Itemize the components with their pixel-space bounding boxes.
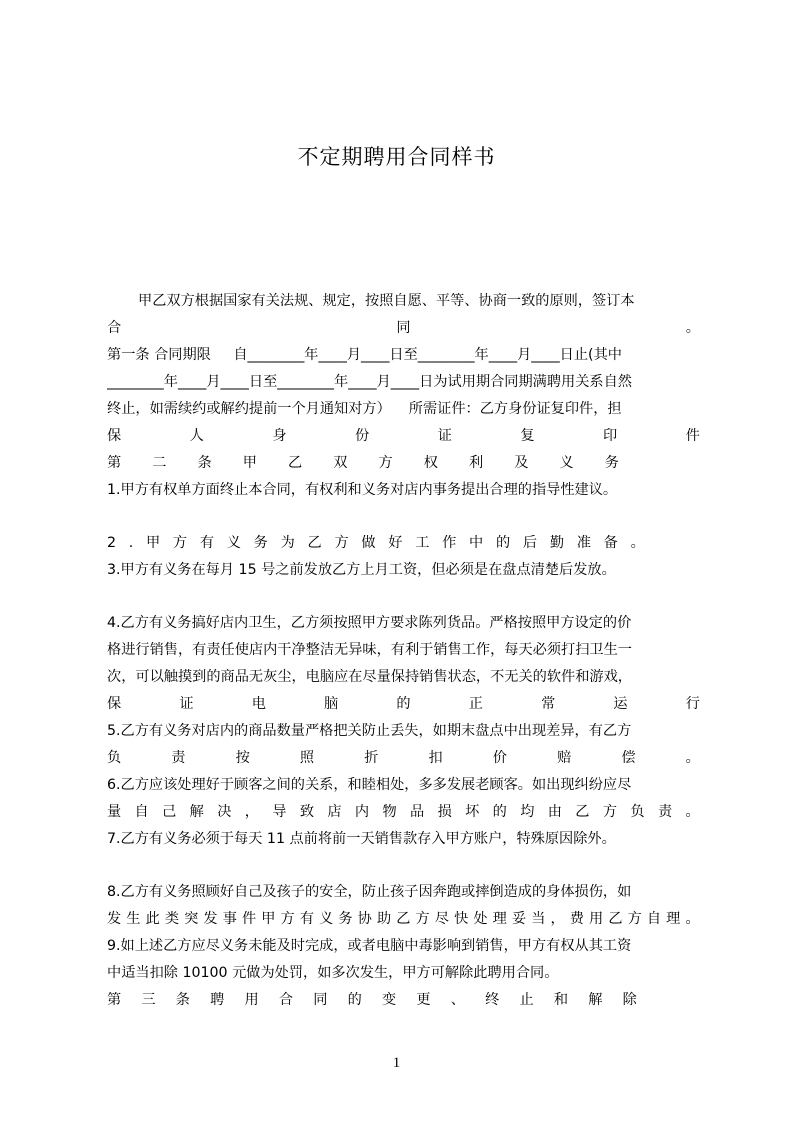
spread-char: 权 [423,455,438,471]
spread-char: 义 [319,911,334,927]
item-5-line-2 [107,745,700,772]
spread-char: 致 [299,804,315,820]
spread-char: 甲 [145,535,161,551]
spread-char: 妥 [511,911,527,927]
spread-char: 突 [184,911,199,927]
spread-char: 方 [172,535,188,551]
spread-char: 事 [222,911,237,927]
spread-char: 费 [569,911,584,927]
clause1-line-4 [107,423,700,450]
spread-char: 份 [355,428,370,444]
spread-char: 负 [630,804,645,820]
spread-char: 乙 [307,535,322,551]
spread-char: 保 [107,428,122,444]
item-4-line-1: 4.乙方有义务搞好店内卫生，乙方须按照甲方要求陈列货品。严格按照甲方设定的价 [107,615,632,631]
spread-char: 乙 [608,911,623,927]
spread-char: 义 [226,535,241,551]
spread-char: ， [244,804,259,820]
item-9-line-1: 9.如上述乙方应尽义务未能及时完成，或者电脑中毒影响到销售，甲方有权从其工资 [107,938,632,954]
spread-char: 证 [179,696,194,712]
spread-char: 由 [547,804,562,820]
spread-char: 同 [396,320,411,336]
spread-char: 发 [107,911,122,927]
spread-char: 负 [107,750,122,766]
spread-char: 。 [685,911,700,927]
spread-char: 作 [442,535,457,551]
clause3-heading [107,987,637,1014]
spread-char: ， [550,911,565,927]
spread-char: 导 [272,804,287,820]
spread-char: 理 [666,911,681,927]
spread-char: 的 [396,696,411,712]
spread-char: 均 [520,804,535,820]
item-8-line-1: 8.乙方有义务照顾好自己及孩子的安全，防止孩子因奔跑或摔倒造成的身体损伤，如 [107,884,632,900]
document-body [107,288,700,1014]
spread-char: 方 [378,455,393,471]
spread-char: 和 [553,992,569,1008]
spread-char: 乙 [396,911,411,927]
clause1-line-2: ________年____月____日至________年____月____日为试用期合同期满聘用关系自然 [107,374,632,390]
spread-char: 脑 [324,696,339,712]
spread-char: 印 [603,428,618,444]
spread-char: 价 [492,750,507,766]
spread-char: 、 [450,992,465,1008]
spread-char: 做 [361,535,376,551]
spread-char: 。 [630,535,645,551]
spread-char: 有 [299,911,315,927]
spread-char: 坏 [465,804,480,820]
spread-char: 二 [152,455,167,471]
spread-char: 方 [415,911,430,927]
spread-char: 及 [514,455,529,471]
spread-char: 解 [588,992,603,1008]
spread-char: 解 [189,804,204,820]
item-7: 7.乙方有义务必须于每天 11 点前将前一天销售款存入甲方账户，特殊原因除外。 [107,831,616,847]
item-4-line-4 [107,691,700,718]
spread-char: 终 [485,992,500,1008]
spread-char: 条 [197,455,212,471]
spread-char: 后 [522,535,538,551]
clause1-line-3: 终止，如需续约或解约提前一个月通知对方） 所需证件：乙方身份证复印件，担 [107,401,622,417]
spread-char: 甲 [261,911,276,927]
spread-char: 第 [107,992,122,1008]
spread-char: 运 [613,696,628,712]
spread-char: 复 [520,428,535,444]
spread-char: 聘 [210,992,225,1008]
item-4-line-3: 次，可以触摸到的商品无灰尘，电脑应在尽量保持销售状态，不无关的软件和游戏， [107,669,632,685]
spread-char: . [128,535,134,551]
spread-char: 自 [134,804,149,820]
spread-char: 变 [382,992,397,1008]
spread-char: 件 [685,428,700,444]
spread-char: 备 [603,535,618,551]
spread-char: 理 [492,911,507,927]
spread-char: 准 [576,535,591,551]
item-5-line-1: 5.乙方有义务对店内的商品数量严格把关防止丢失，如期末盘点中出现差异，有乙方 [107,723,632,739]
spread-char: 证 [437,428,452,444]
spread-char: 此 [145,911,160,927]
spread-char: 。 [685,320,700,336]
spread-char: 方 [334,535,349,551]
spread-char: 保 [107,696,122,712]
spread-char: 的 [347,992,362,1008]
spread-char: 双 [333,455,348,471]
item-9-line-2: 中适当扣除 10100 元做为处罚，如多次发生，甲方可解除此聘用合同。 [107,965,559,981]
spread-char: 按 [235,750,250,766]
spread-char: 行 [685,696,700,712]
spread-char: 内 [354,804,370,820]
spread-char: 照 [299,750,315,766]
spread-char: 品 [410,804,425,820]
spread-char: 第 [107,455,122,471]
document-title: 不定期聘用合同样书 [297,145,496,169]
spread-char: 止 [519,992,534,1008]
spread-char: 人 [189,428,204,444]
spread-char: 工 [415,535,430,551]
item-1: 1.甲方有权单方面终止本合同，有权利和义务对店内事务提出合理的指导性建议。 [107,482,618,498]
spread-char: 合 [107,320,122,336]
spread-char: 条 [175,992,190,1008]
item-3: 3.甲方有义务在每月 15 号之前发放乙方上月工资，但必须是在盘点清楚后发放。 [107,562,616,578]
spread-char: 责 [171,750,186,766]
spread-char: 量 [107,804,122,820]
spread-char: 乙 [288,455,303,471]
spread-char: 扣 [428,750,443,766]
item-6-line-1: 6.乙方应该处理好于顾客之间的关系，和睦相处，多多发展老顾客。如出现纠纷应尽 [107,777,632,793]
spread-char: 生 [126,911,141,927]
intro-line-2 [107,315,700,342]
spread-char: 偿 [621,750,636,766]
spread-char: 中 [469,535,484,551]
spread-char: 好 [388,535,403,551]
spread-char: 当 [531,911,546,927]
spread-char: 发 [203,911,218,927]
spread-char: 类 [164,911,180,927]
intro-line-1: 甲乙双方根据国家有关法规、规定，按照自愿、平等、协商一致的原则，签订本 [138,293,635,309]
spread-char: 协 [357,911,372,927]
spread-char: 尽 [434,911,449,927]
spread-char: 务 [338,911,353,927]
clause1-line-1: 第一条 合同期限 自________年____月____日至________年____月____日止(其中 [107,347,622,363]
spread-char: 店 [327,804,342,820]
spread-char: 决 [217,804,232,820]
spread-char: 义 [559,455,574,471]
spread-char: 方 [280,911,295,927]
spread-char: 三 [141,992,156,1008]
spread-char: 电 [251,696,266,712]
spread-char: 利 [469,455,484,471]
spread-char: 自 [646,911,662,927]
spread-char: 。 [685,750,700,766]
spread-char: 有 [199,535,215,551]
spread-char: 为 [280,535,295,551]
spread-char: 方 [627,911,642,927]
spread-char: 身 [272,428,287,444]
spread-char: 用 [589,911,604,927]
spread-char: 方 [602,804,618,820]
spread-char: 责 [657,804,673,820]
spread-char: 更 [416,992,431,1008]
spread-char: 常 [541,696,556,712]
spread-char: 合 [278,992,294,1008]
spread-char: 除 [622,992,637,1008]
spread-char: 折 [364,750,379,766]
spread-char: 物 [382,804,397,820]
spread-char: 同 [313,992,328,1008]
spread-char: 务 [253,535,268,551]
spread-char: 损 [437,804,452,820]
spread-char: 勤 [549,535,565,551]
item-4-line-2: 格进行销售，有责任使店内干净整洁无异味，有利于销售工作，每天必须打扫卫生一 [107,642,632,658]
spread-char: 务 [604,455,619,471]
page-number: 1 [392,1055,401,1071]
spread-char: 赔 [557,750,572,766]
spread-char: 用 [244,992,259,1008]
spread-char: 快 [454,911,469,927]
spread-char: 己 [162,804,177,820]
spread-char: 甲 [242,455,257,471]
spread-char: 件 [241,911,257,927]
clause2-heading [107,450,619,477]
item-6-line-2 [107,799,700,826]
spread-char: 的 [492,804,507,820]
spread-char: 的 [495,535,511,551]
spread-char: 2 [107,535,117,551]
spread-char: 正 [468,696,483,712]
spread-char: 助 [376,911,392,927]
item-2 [107,530,645,557]
item-8-line-2 [107,906,700,933]
spread-char: 乙 [575,804,590,820]
spread-char: 。 [685,804,700,820]
spread-char: 处 [473,911,488,927]
